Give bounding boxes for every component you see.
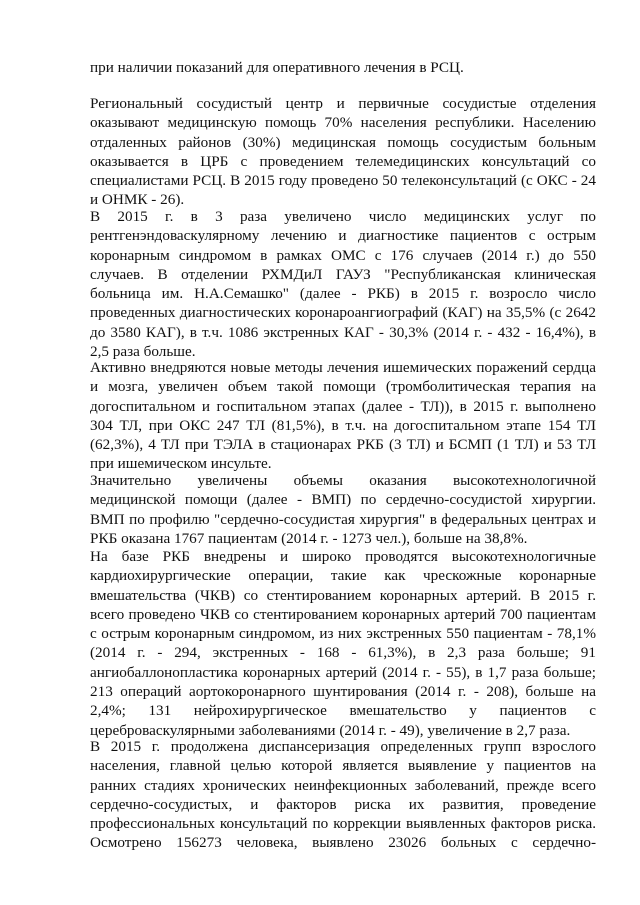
paragraph-1 bbox=[90, 58, 596, 77]
text-line: 2,4%; 131 нейрохирургическое вмешательство у пациентов с bbox=[90, 702, 596, 720]
text-line: медицинской помощи (далее - ВМП) по сердечно-сосудистой хирургии. bbox=[90, 491, 596, 509]
text-line: оказывается в ЦРБ с проведением телемедицинских консультаций со bbox=[90, 152, 596, 170]
text-line: отдаленных районов (30%) медицинская помощь сосудистым больным bbox=[90, 133, 596, 151]
text-line: Активно внедряются новые методы лечения ишемических поражений сердца bbox=[90, 359, 596, 376]
text-line: Значительно увеличены объемы оказания высокотехнологичной bbox=[90, 472, 596, 489]
text-line: 304 ТЛ, при ОКС 247 ТЛ (81,5%), в т.ч. на догоспитальном этапе 154 ТЛ bbox=[90, 416, 596, 434]
text-line: вмешательства (ЧКВ) со стентированием коронарных артерий. В 2015 г. bbox=[90, 586, 596, 604]
text-line: Осмотрено 156273 человека, выявлено 23026 больных с сердечно- bbox=[90, 834, 596, 852]
text-line: профессиональных консультаций по коррекции выявленных факторов риска. bbox=[90, 815, 596, 833]
text-line: Региональный сосудистый центр и первичные сосудистые отделения bbox=[90, 95, 596, 112]
text-line: 213 операций аортокоронарного шунтирования (2014 г. - 208), больше на bbox=[90, 683, 596, 701]
paragraph-5 bbox=[90, 471, 596, 548]
text-line: ранних стадиях хронических неинфекционных заболеваний, прежде всего bbox=[90, 776, 596, 794]
text-line: кардиохирургические операции, такие как чрескожные коронарные bbox=[90, 567, 596, 585]
text-line: проведенных диагностических коронароангиографий (КАГ) на 35,5% (с 2642 bbox=[90, 304, 596, 322]
text-line: и ОНМК - 26). bbox=[90, 191, 185, 209]
text-line: больница им. Н.А.Семашко" (далее - РКБ) в 2015 г. возросло число bbox=[90, 285, 596, 303]
paragraph-2 bbox=[90, 94, 596, 210]
text-line: В 2015 г. в 3 раза увеличено число медицинских услуг по bbox=[90, 208, 596, 225]
text-line: На базе РКБ внедрены и широко проводятся высокотехнологичные bbox=[90, 548, 596, 565]
text-line: (2014 г. - 294, экстренных - 168 - 61,3%), в 2,3 раза больше; 91 bbox=[90, 644, 596, 662]
text-line: населения, главной целью которой является выявление у пациентов на bbox=[90, 757, 596, 775]
text-line: догоспитальном и госпитальном этапах (далее - ТЛ)), в 2015 г. выполнено bbox=[90, 397, 596, 415]
text-line: и мозга, увеличен объем такой помощи (тромболитическая терапия на bbox=[90, 378, 596, 396]
text-line: специалистами РСЦ. В 2015 году проведено 50 телеконсультаций (с ОКС - 24 bbox=[90, 172, 596, 190]
paragraph-4 bbox=[90, 358, 596, 474]
paragraph-7 bbox=[90, 737, 596, 853]
text-line: ВМП по профилю "сердечно-сосудистая хирургия" в федеральных центрах и bbox=[90, 510, 596, 528]
text-line: 2,5 раза больше. bbox=[90, 343, 196, 361]
text-line: (62,3%), 4 ТЛ при ТЭЛА в стационарах РКБ (3 ТЛ) и БСМП (1 ТЛ) и 53 ТЛ bbox=[90, 436, 596, 454]
text-line: сердечно-сосудистых, и факторов риска их развития, проведение bbox=[90, 795, 596, 813]
text-line: В 2015 г. продолжена диспансеризация определенных групп взрослого bbox=[90, 738, 596, 755]
paragraph-3 bbox=[90, 207, 596, 361]
text-line: оказывают медицинскую помощь 70% населения республики. Населению bbox=[90, 114, 596, 132]
text-line: до 3580 КАГ), в т.ч. 1086 экстренных КАГ - 30,3% (2014 г. - 432 - 16,4%), в bbox=[90, 323, 596, 341]
paragraph-6 bbox=[90, 547, 596, 740]
text-line: всего проведено ЧКВ со стентированием коронарных артерий 700 пациентам bbox=[90, 605, 596, 623]
text-line: цереброваскулярными заболеваниями (2014 г. - 49), увеличение в 2,7 раза. bbox=[90, 721, 571, 739]
text-line: рентгенэндоваскулярному лечению и диагностике пациентов с острым bbox=[90, 227, 596, 245]
text-line: коронарным синдромом в рамках ОМС с 176 случаев (2014 г.) до 550 bbox=[90, 246, 596, 264]
text-line: случаев. В отделении РХМДиЛ ГАУЗ "Республиканская клиническая bbox=[90, 265, 596, 283]
text-line: при ишемическом инсульте. bbox=[90, 455, 272, 473]
text-line: при наличии показаний для оперативного лечения в РСЦ. bbox=[90, 59, 464, 76]
text-line: РКБ оказана 1767 пациентам (2014 г. - 1273 чел.), больше на 38,8%. bbox=[90, 529, 528, 547]
text-line: с острым коронарным синдромом, из них экстренных 550 пациентам - 78,1% bbox=[90, 625, 596, 643]
text-line: ангиобаллонопластика коронарных артерий (2014 г. - 55), в 1,7 раза больше; bbox=[90, 663, 596, 681]
